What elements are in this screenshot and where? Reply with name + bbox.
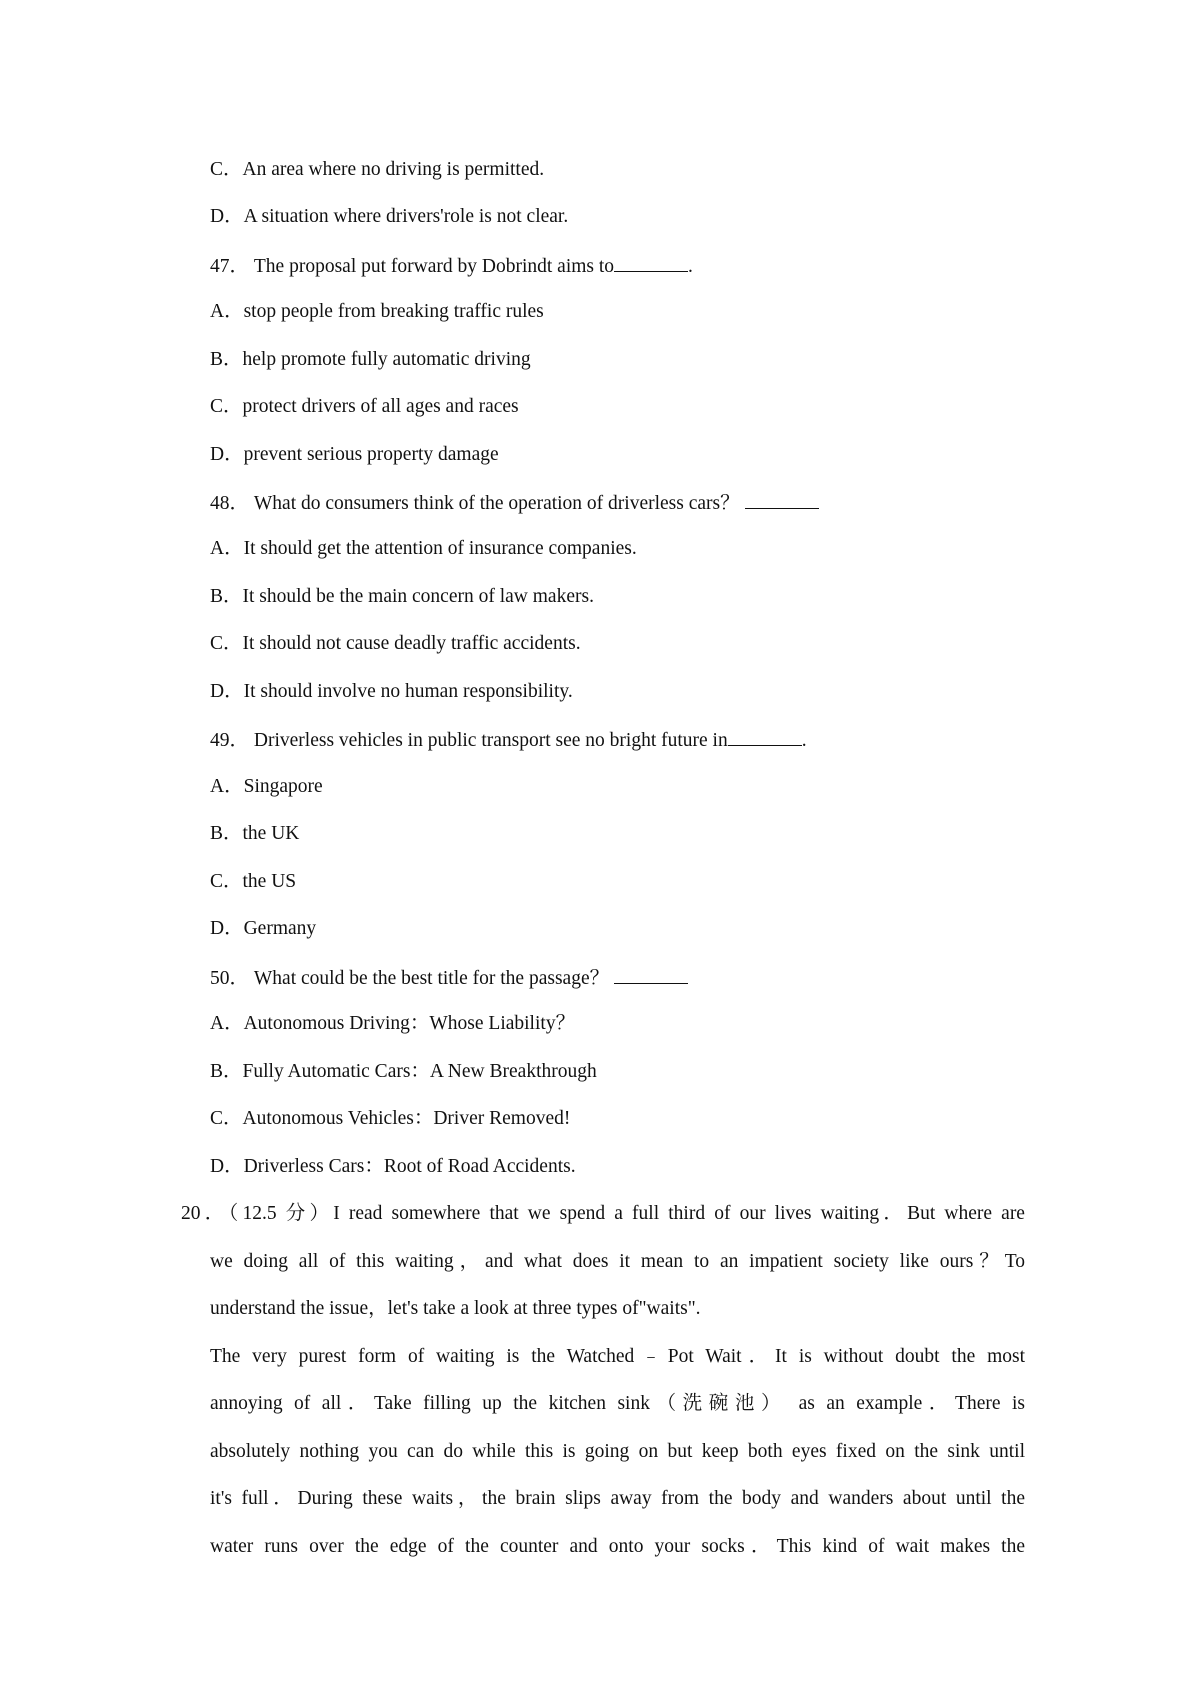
option-text: It should get the attention of insurance companies. xyxy=(243,538,637,559)
option-text: Autonomous Driving：Whose Liability？ xyxy=(243,1013,576,1034)
q49-stem xyxy=(210,727,807,753)
q50-option-d xyxy=(210,1155,576,1179)
option-text: the UK xyxy=(242,823,300,844)
option-text: Driverless Cars：Root of Road Accidents. xyxy=(243,1156,576,1177)
option-text: It should be the main concern of law makers. xyxy=(242,586,594,607)
option-letter: B． xyxy=(210,1061,243,1082)
answer-blank xyxy=(745,490,819,509)
option-text: Singapore xyxy=(243,776,323,797)
question-text: What could be the best title for the passage？ xyxy=(253,968,610,989)
q48-stem xyxy=(210,490,819,516)
question-number: 47． xyxy=(210,256,250,277)
passage-line: it's full．During these waits，the brain slips away from the body and wanders about until the xyxy=(210,1488,1025,1509)
q47-option-a xyxy=(210,300,544,324)
question-number: 50． xyxy=(210,968,250,989)
option-letter: D． xyxy=(210,206,244,227)
answer-blank xyxy=(728,727,802,746)
option-letter: D． xyxy=(210,444,244,465)
option-text: Fully Automatic Cars：A New Breakthrough xyxy=(242,1061,597,1082)
question-text: Driverless vehicles in public transport see no bright future in xyxy=(253,730,728,751)
option-letter: C． xyxy=(210,159,243,180)
q48-option-a xyxy=(210,537,637,561)
option-text: It should involve no human responsibility. xyxy=(243,681,573,702)
q47-option-d xyxy=(210,443,499,467)
option-letter: C． xyxy=(210,633,243,654)
option-letter: C． xyxy=(210,396,243,417)
q50-option-c xyxy=(210,1107,570,1131)
passage-line: The very purest form of waiting is the Watched﹣Pot Wait．It is without doubt the most xyxy=(210,1346,1025,1367)
option-text: An area where no driving is permitted. xyxy=(242,159,545,180)
q46-option-d xyxy=(210,205,568,229)
question-number: 48． xyxy=(210,493,250,514)
option-text: help promote fully automatic driving xyxy=(242,349,531,370)
passage-line: I read somewhere that we spend a full third of our lives waiting．But where are xyxy=(333,1203,1025,1224)
option-letter: B． xyxy=(210,349,243,370)
passage-line: water runs over the edge of the counter and onto your socks．This kind of wait makes the xyxy=(210,1536,1025,1557)
option-letter: A． xyxy=(210,538,244,559)
answer-blank xyxy=(614,253,688,272)
option-letter: B． xyxy=(210,586,243,607)
option-text: protect drivers of all ages and races xyxy=(242,396,519,417)
option-text: prevent serious property damage xyxy=(243,444,499,465)
q48-option-b xyxy=(210,585,594,609)
answer-blank xyxy=(614,965,688,984)
q48-option-c xyxy=(210,632,581,656)
question-text: What do consumers think of the operation of driverless cars？ xyxy=(253,493,740,514)
q48-option-d xyxy=(210,680,573,704)
q49-option-b xyxy=(210,822,299,846)
question-points: （12.5 分） xyxy=(228,1203,334,1224)
option-text: It should not cause deadly traffic accidents. xyxy=(242,633,581,654)
q20-header-line xyxy=(181,1202,1025,1226)
option-letter: C． xyxy=(210,1108,243,1129)
q50-option-b xyxy=(210,1060,597,1084)
option-letter: D． xyxy=(210,681,244,702)
question-number: 20． xyxy=(181,1203,229,1224)
option-letter: D． xyxy=(210,918,244,939)
option-letter: A． xyxy=(210,301,244,322)
q50-option-a xyxy=(210,1012,575,1036)
option-text: the US xyxy=(242,871,297,892)
q46-option-c xyxy=(210,158,544,182)
passage-line: we doing all of this waiting，and what does it mean to an impatient society like ours？To xyxy=(210,1251,1025,1272)
option-letter: A． xyxy=(210,776,244,797)
question-suffix: . xyxy=(688,256,693,277)
option-letter: B． xyxy=(210,823,243,844)
q47-option-c xyxy=(210,395,519,419)
option-text: Autonomous Vehicles：Driver Removed! xyxy=(242,1108,571,1129)
question-suffix: . xyxy=(801,730,807,751)
question-number: 49． xyxy=(210,730,250,751)
q50-stem xyxy=(210,965,688,991)
option-text: Germany xyxy=(243,918,317,939)
question-text: The proposal put forward by Dobrindt aims to xyxy=(253,256,615,277)
q47-stem xyxy=(210,253,693,279)
q47-option-b xyxy=(210,348,531,372)
option-text: A situation where drivers'role is not clear. xyxy=(243,206,569,227)
option-letter: D． xyxy=(210,1156,244,1177)
option-text: stop people from breaking traffic rules xyxy=(243,301,544,322)
option-letter: A． xyxy=(210,1013,244,1034)
option-letter: C． xyxy=(210,871,243,892)
passage-line: understand the issue，let's take a look at three types of"waits". xyxy=(210,1298,701,1319)
q49-option-c xyxy=(210,870,296,894)
q49-option-d xyxy=(210,917,316,941)
passage-line: annoying of all．Take filling up the kitchen sink（洗碗池） as an example．There is xyxy=(210,1393,1025,1414)
q49-option-a xyxy=(210,775,323,799)
passage-line: absolutely nothing you can do while this is going on but keep both eyes fixed on the sink until xyxy=(210,1441,1025,1462)
